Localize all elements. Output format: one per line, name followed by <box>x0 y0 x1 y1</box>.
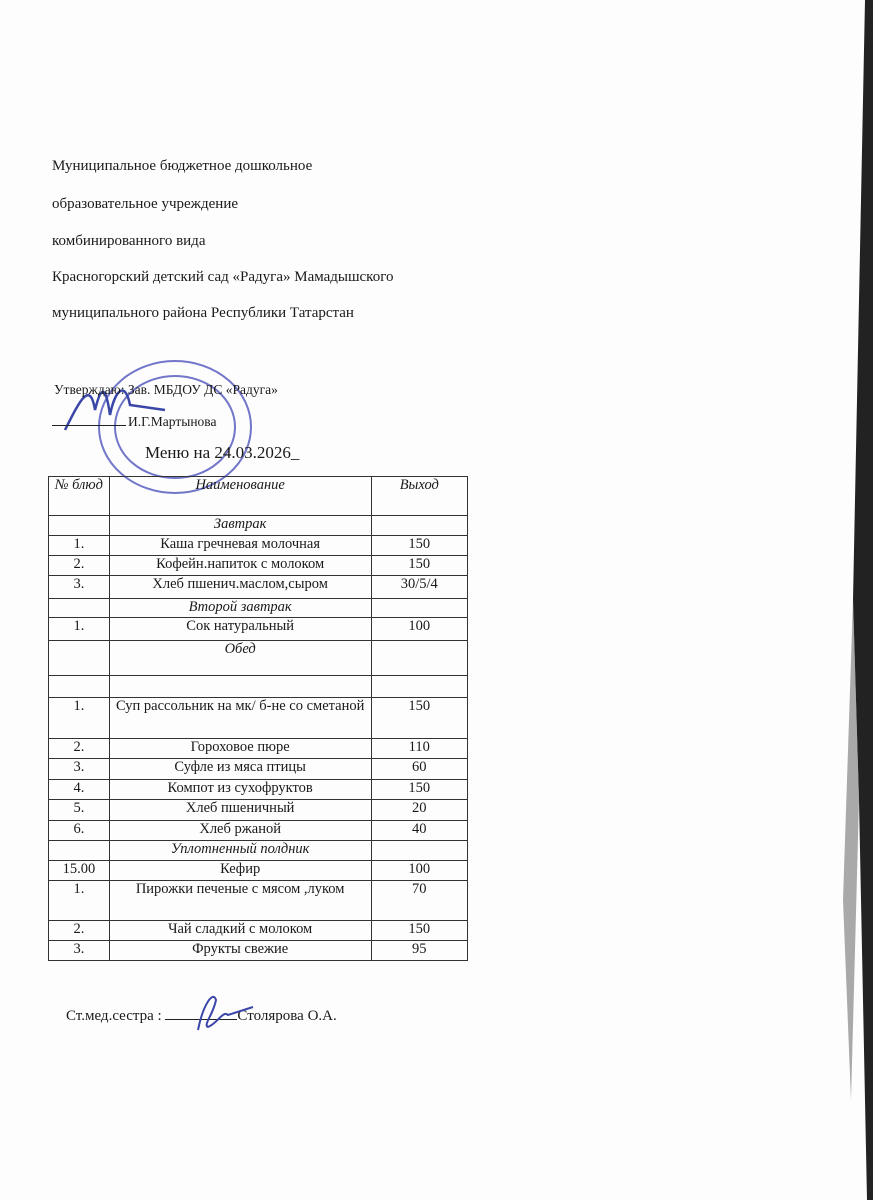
cell-num: 1. <box>49 698 110 739</box>
table-row <box>49 739 468 759</box>
table-row <box>49 676 468 698</box>
cell-output <box>371 841 467 861</box>
cell-name: Компот из сухофруктов <box>109 780 371 800</box>
cell-output: 150 <box>371 536 467 556</box>
cell-output: 110 <box>371 739 467 759</box>
table-row <box>49 821 468 841</box>
menu-table <box>48 476 468 961</box>
cell-output: 40 <box>371 821 467 841</box>
table-row <box>49 536 468 556</box>
cell-name: Сок натуральный <box>109 618 371 641</box>
section-row <box>49 641 468 676</box>
cell-num: 1. <box>49 618 110 641</box>
table-row <box>49 556 468 576</box>
table-row <box>49 800 468 821</box>
cell-name: Уплотненный полдник <box>109 841 371 861</box>
cell-num: 4. <box>49 780 110 800</box>
cell-num <box>49 641 110 676</box>
cell-num <box>49 676 110 698</box>
cell-output: 20 <box>371 800 467 821</box>
header-line: комбинированного вида <box>52 233 206 249</box>
menu-title: Меню на 24.03.2026_ <box>145 443 300 462</box>
cell-num: 3. <box>49 576 110 599</box>
nurse-label: Ст.мед.сестра : <box>66 1008 162 1024</box>
table-row <box>49 576 468 599</box>
cell-name: Хлеб ржаной <box>109 821 371 841</box>
cell-output: 150 <box>371 921 467 941</box>
cell-name: Завтрак <box>109 516 371 536</box>
header-line: Красногорский детский сад «Радуга» Мамадышского <box>52 269 394 285</box>
cell-name: Второй завтрак <box>109 599 371 618</box>
cell-output: 60 <box>371 759 467 780</box>
cell-output: 150 <box>371 556 467 576</box>
cell-name: Суп рассольник на мк/ б-не со сметаной <box>109 698 371 739</box>
cell-output: 70 <box>371 881 467 921</box>
cell-name: Обед <box>109 641 371 676</box>
cell-name: Чай сладкий с молоком <box>109 921 371 941</box>
director-name: И.Г.Мартынова <box>128 414 217 429</box>
director-line <box>52 414 216 430</box>
cell-name: Пирожки печеные с мясом ,луком <box>109 881 371 921</box>
header-line: муниципального района Республики Татарстан <box>52 305 354 321</box>
section-row <box>49 516 468 536</box>
cell-name: Суфле из мяса птицы <box>109 759 371 780</box>
cell-num: 15.00 <box>49 861 110 881</box>
nurse-name: Столярова О.А. <box>237 1008 337 1024</box>
table-row <box>49 861 468 881</box>
cell-output: 150 <box>371 780 467 800</box>
cell-num <box>49 516 110 536</box>
cell-num: 5. <box>49 800 110 821</box>
table-row <box>49 921 468 941</box>
cell-name: Каша гречневая молочная <box>109 536 371 556</box>
table-row <box>49 881 468 921</box>
cell-num <box>49 599 110 618</box>
table-header-row <box>49 477 468 516</box>
cell-num <box>49 841 110 861</box>
cell-name: Гороховое пюре <box>109 739 371 759</box>
scan-edge-artifact <box>823 0 873 1200</box>
cell-num: 6. <box>49 821 110 841</box>
table-row <box>49 941 468 961</box>
cell-num: 3. <box>49 941 110 961</box>
cell-output: 150 <box>371 698 467 739</box>
cell-name: Кофейн.напиток с молоком <box>109 556 371 576</box>
table-row <box>49 780 468 800</box>
cell-output: 95 <box>371 941 467 961</box>
cell-output: 100 <box>371 618 467 641</box>
approval-text: Утверждаю: Зав. МБДОУ ДС «Радуга» <box>54 382 278 397</box>
cell-output: 100 <box>371 861 467 881</box>
header-line: образовательное учреждение <box>52 196 239 212</box>
cell-name: Хлеб пшеничный <box>109 800 371 821</box>
cell-num: 2. <box>49 739 110 759</box>
nurse-signature <box>188 985 258 1035</box>
cell-output <box>371 676 467 698</box>
cell-num: 3. <box>49 759 110 780</box>
table-row <box>49 759 468 780</box>
section-row <box>49 599 468 618</box>
header-num: № блюд <box>49 477 110 516</box>
table-row <box>49 618 468 641</box>
cell-num: 1. <box>49 536 110 556</box>
cell-name: Фрукты свежие <box>109 941 371 961</box>
cell-name <box>109 676 371 698</box>
header-output: Выход <box>371 477 467 516</box>
table-row <box>49 698 468 739</box>
cell-output <box>371 516 467 536</box>
header-name: Наименование <box>109 477 371 516</box>
header-line: Муниципальное бюджетное дошкольное <box>52 158 313 174</box>
cell-output <box>371 599 467 618</box>
cell-output <box>371 641 467 676</box>
cell-name: Кефир <box>109 861 371 881</box>
cell-num: 1. <box>49 881 110 921</box>
cell-name: Хлеб пшенич.маслом,сыром <box>109 576 371 599</box>
cell-output: 30/5/4 <box>371 576 467 599</box>
cell-num: 2. <box>49 556 110 576</box>
cell-num: 2. <box>49 921 110 941</box>
section-row <box>49 841 468 861</box>
